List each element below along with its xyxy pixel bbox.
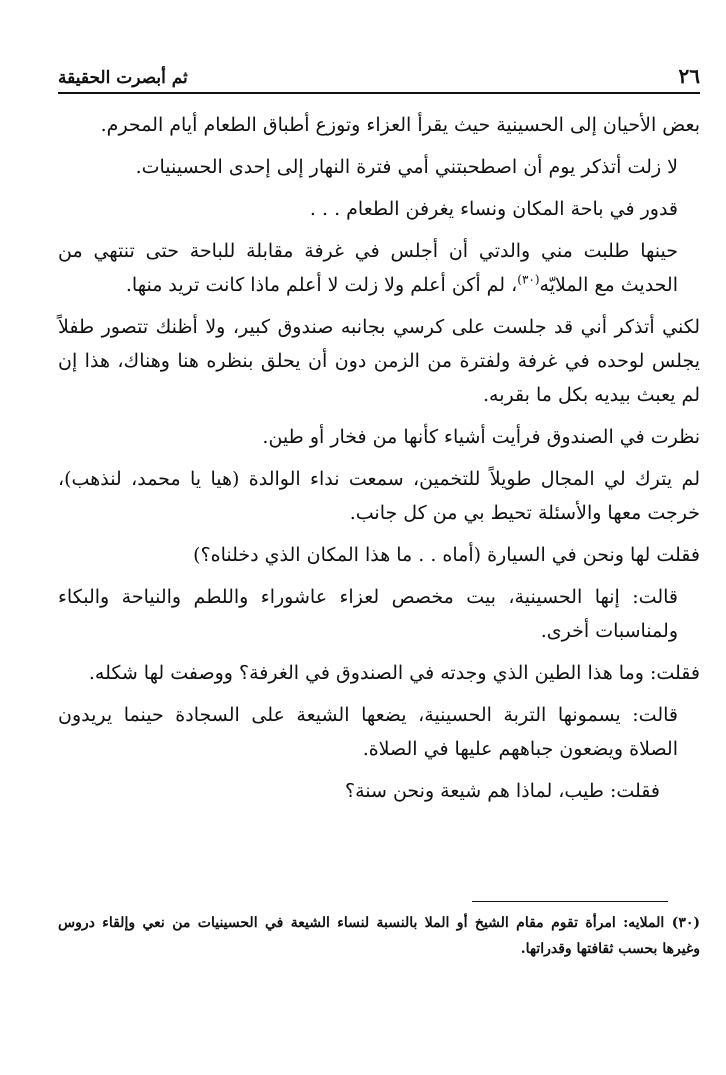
running-title: ثم أبصرت الحقيقة [58, 68, 188, 88]
paragraph: لا زلت أتذكر يوم أن اصطحبتني أمي فترة النهار إلى إحدى الحسينيات. [135, 156, 678, 178]
paragraph: قدور في باحة المكان ونساء يغرفن الطعام . . . [309, 198, 678, 220]
page-header [58, 58, 700, 94]
page-number: ٢٦ [678, 64, 700, 88]
paragraph-text: ، لم أكن أعلم ولا زلت لا أعلم ماذا كانت تريد منها. [125, 274, 518, 296]
paragraph-text: حينها طلبت مني والدتي أن أجلس في غرفة مقابلة للباحة حتى تنتهي من الحديث مع الملايّه [58, 240, 678, 296]
paragraph: بعض الأحيان إلى الحسينية حيث يقرأ العزاء وتوزع أطباق الطعام أيام المحرم. [100, 114, 700, 136]
footnote-reference: (٣٠) [517, 272, 540, 287]
paragraph: فقلت لها ونحن في السيارة (أماه . . ما هذا المكان الذي دخلناه؟) [193, 544, 700, 566]
paragraph: فقلت: طيب، لماذا هم شيعة ونحن سنة؟ [344, 780, 660, 802]
paragraph: لكني أتذكر أني قد جلست على كرسي بجانبه صندوق كبير، ولا أظنك تتصور طفلاً يجلس لوحده في غرفة ولفترة من الزمن دون أن يحلق بنظره هنا وهناك، هذا إن لم يعبث بيديه بكل ما بقربه. [58, 316, 700, 406]
paragraph: نظرت في الصندوق فرأيت أشياء كأنها من فخار أو طين. [262, 426, 700, 448]
paragraph: لم يترك لي المجال طويلاً للتخمين، سمعت نداء الوالدة (هيا يا محمد، لنذهب)، خرجت معها والأسئلة تحيط بي من كل جانب. [58, 468, 700, 524]
body-text [58, 108, 700, 816]
paragraph: فقلت: وما هذا الطين الذي وجدته في الصندوق في الغرفة؟ ووصفت لها شكله. [88, 662, 700, 684]
paragraph: قالت: إنها الحسينية، بيت مخصص لعزاء عاشوراء واللطم والنياحة والبكاء ولمناسبات أخرى. [58, 586, 678, 642]
paragraph: قالت: يسمونها التربة الحسينية، يضعها الشيعة على السجادة حينما يريدون الصلاة ويضعون جباههم عليها في الصلاة. [58, 704, 678, 760]
footnote-divider [472, 901, 668, 902]
footnote: (٣٠) الملايه: امرأة تقوم مقام الشيخ أو الملا بالنسبة لنساء الشيعة في الحسينيات من نعي وإلقاء دروس وغيرها بحسب ثقافتها وقدراتها. [58, 915, 700, 957]
paragraph-with-footnote-ref [58, 234, 700, 302]
